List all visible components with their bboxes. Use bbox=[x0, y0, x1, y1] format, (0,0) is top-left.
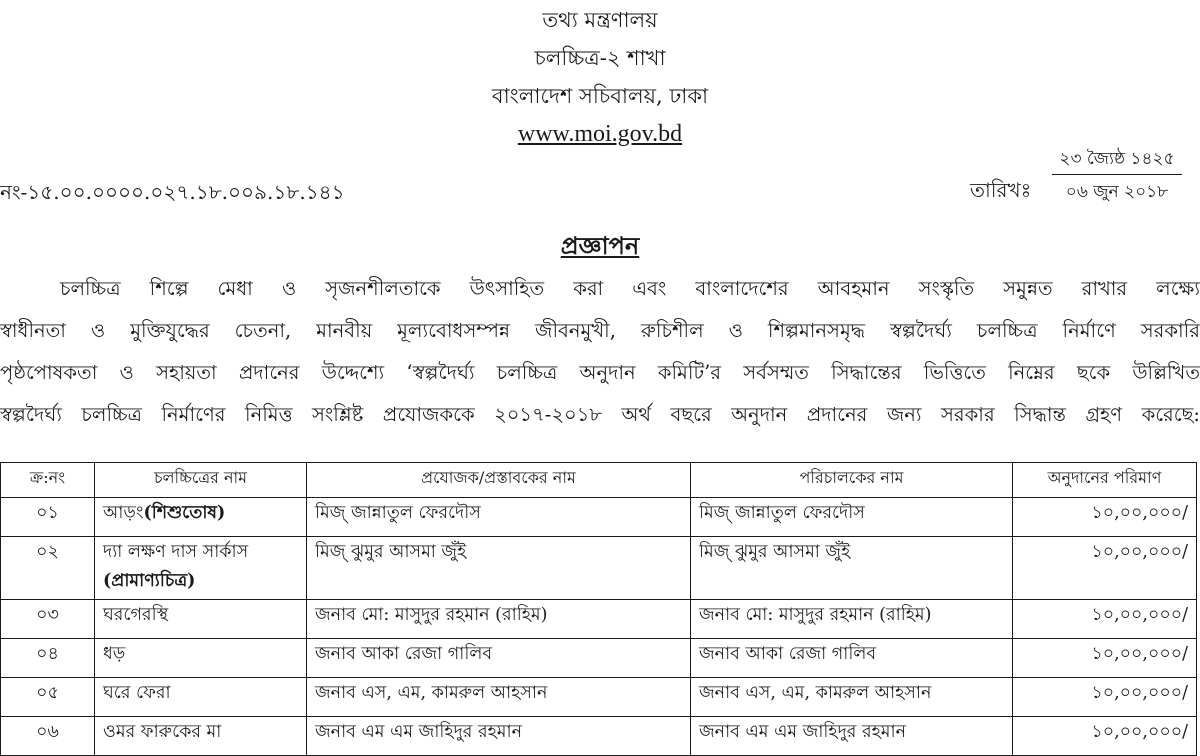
table-row bbox=[1, 678, 1197, 717]
row-director: জনাব এম এম জাহিদুর রহমান bbox=[691, 717, 1013, 756]
table-row bbox=[1, 537, 1197, 600]
body-line: চলচ্চিত্র শিল্পে মেধা ও সৃজনশীলতাকে উৎসাহিত করা এবং বাংলাদেশের আবহমান সংস্কৃতি সমুন্নত রাখার লক্ষ্যে bbox=[60, 277, 1200, 300]
row-amount: ১০,০০,০০০/ bbox=[1013, 600, 1197, 639]
date-label: তারিখঃ bbox=[970, 178, 1032, 202]
row-amount: ১০,০০,০০০/ bbox=[1013, 717, 1197, 756]
row-amount: ১০,০০,০০০/ bbox=[1013, 678, 1197, 717]
row-director: মিজ্‌ ঝুমুর আসমা জুঁই bbox=[691, 537, 1013, 600]
table-row bbox=[1, 600, 1197, 639]
row-producer: মিজ্‌ ঝুমুর আসমা জুঁই bbox=[307, 537, 691, 600]
row-film-name bbox=[95, 498, 307, 537]
row-producer: জনাব মো: মাসুদুর রহমান (রাহিম) bbox=[307, 600, 691, 639]
grant-table bbox=[0, 462, 1197, 756]
secretariat-address: বাংলাদেশ সচিবালয়, ঢাকা bbox=[491, 84, 709, 108]
film-title: দ্যা লক্ষণ দাস সার্কাস bbox=[103, 542, 249, 562]
row-film-name bbox=[95, 537, 307, 600]
ministry-name: তথ্য মন্ত্রণালয় bbox=[542, 8, 658, 32]
row-director: মিজ্‌ জান্নাতুল ফেরদৌস bbox=[691, 498, 1013, 537]
body-line: স্বাধীনতা ও মুক্তিযুদ্ধের চেতনা, মানবীয় মূল্যবোধসম্পন্ন জীবনমুখী, রুচিশীল ও শিল্পমানসমৃদ্ধ স্বল্পদৈর্ঘ্য চলচ্চিত্র নির্মাণে সরকারি bbox=[0, 319, 1200, 342]
date-block bbox=[1052, 148, 1182, 203]
row-director: জনাব এস, এম, কামরুল আহসান bbox=[691, 678, 1013, 717]
row-amount: ১০,০০,০০০/ bbox=[1013, 498, 1197, 537]
row-serial: ০৪ bbox=[1, 639, 95, 678]
row-amount: ১০,০০,০০০/ bbox=[1013, 639, 1197, 678]
row-serial: ০৩ bbox=[1, 600, 95, 639]
film-title: আড়ং bbox=[103, 503, 144, 523]
row-director: জনাব মো: মাসুদুর রহমান (রাহিম) bbox=[691, 600, 1013, 639]
table-header-row bbox=[1, 463, 1197, 498]
header-director-name: পরিচালকের নাম bbox=[691, 463, 1013, 498]
row-serial: ০২ bbox=[1, 537, 95, 600]
row-amount: ১০,০০,০০০/ bbox=[1013, 537, 1197, 600]
row-serial: ০১ bbox=[1, 498, 95, 537]
row-producer: মিজ্‌ জান্নাতুল ফেরদৌস bbox=[307, 498, 691, 537]
branch-name: চলচ্চিত্র-২ শাখা bbox=[534, 46, 666, 70]
header-film-name: চলচ্চিত্রের নাম bbox=[95, 463, 307, 498]
table-row bbox=[1, 639, 1197, 678]
website-link[interactable]: www.moi.gov.bd bbox=[517, 121, 683, 147]
row-producer: জনাব এম এম জাহিদুর রহমান bbox=[307, 717, 691, 756]
notice-title: প্রজ্ঞাপন bbox=[560, 231, 640, 260]
header-serial: ক্র:নং bbox=[1, 463, 95, 498]
row-film-name: ওমর ফারুকের মা bbox=[95, 717, 307, 756]
row-producer: জনাব আকা রেজা গালিব bbox=[307, 639, 691, 678]
row-director: জনাব আকা রেজা গালিব bbox=[691, 639, 1013, 678]
body-line: স্বল্পদৈর্ঘ্য চলচ্চিত্র নির্মাণের নিমিত্ত সংশ্লিষ্ট প্রযোজককে ২০১৭-২০১৮ অর্থ বছরে অনুদান প্রদানের জন্য সরকার সিদ্ধান্ত গ্রহণ করেছে: bbox=[0, 403, 1200, 426]
row-film-name: ধড় bbox=[95, 639, 307, 678]
row-serial: ০৬ bbox=[1, 717, 95, 756]
body-line: পৃষ্ঠপোষকতা ও সহায়তা প্রদানের উদ্দেশ্যে ‘স্বল্পদৈর্ঘ্য চলচ্চিত্র অনুদান কমিটি’র সর্বসম্মত সিদ্ধান্তের ভিত্তিতে নিম্নের ছকে উল্লিখিত bbox=[0, 361, 1200, 384]
film-category: (প্রামাণ্যচিত্র) bbox=[103, 571, 196, 591]
header-producer-name: প্রযোজক/প্রস্তাবকের নাম bbox=[307, 463, 691, 498]
date-gregorian: ০৬ জুন ২০১৮ bbox=[1065, 182, 1169, 202]
row-film-name: ঘরে ফেরা bbox=[95, 678, 307, 717]
memo-number: নং-১৫.০০.০০০০.০২৭.১৮.০০৯.১৮.১৪১ bbox=[0, 180, 345, 204]
row-film-name: ঘরগেরস্থি bbox=[95, 600, 307, 639]
date-bangla: ২৩ জ্যৈষ্ঠ ১৪২৫ bbox=[1052, 148, 1182, 175]
film-category: (শিশুতোষ) bbox=[143, 503, 226, 523]
row-serial: ০৫ bbox=[1, 678, 95, 717]
row-producer: জনাব এস, এম, কামরুল আহসান bbox=[307, 678, 691, 717]
table-row bbox=[1, 498, 1197, 537]
header-grant-amount: অনুদানের পরিমাণ bbox=[1013, 463, 1197, 498]
